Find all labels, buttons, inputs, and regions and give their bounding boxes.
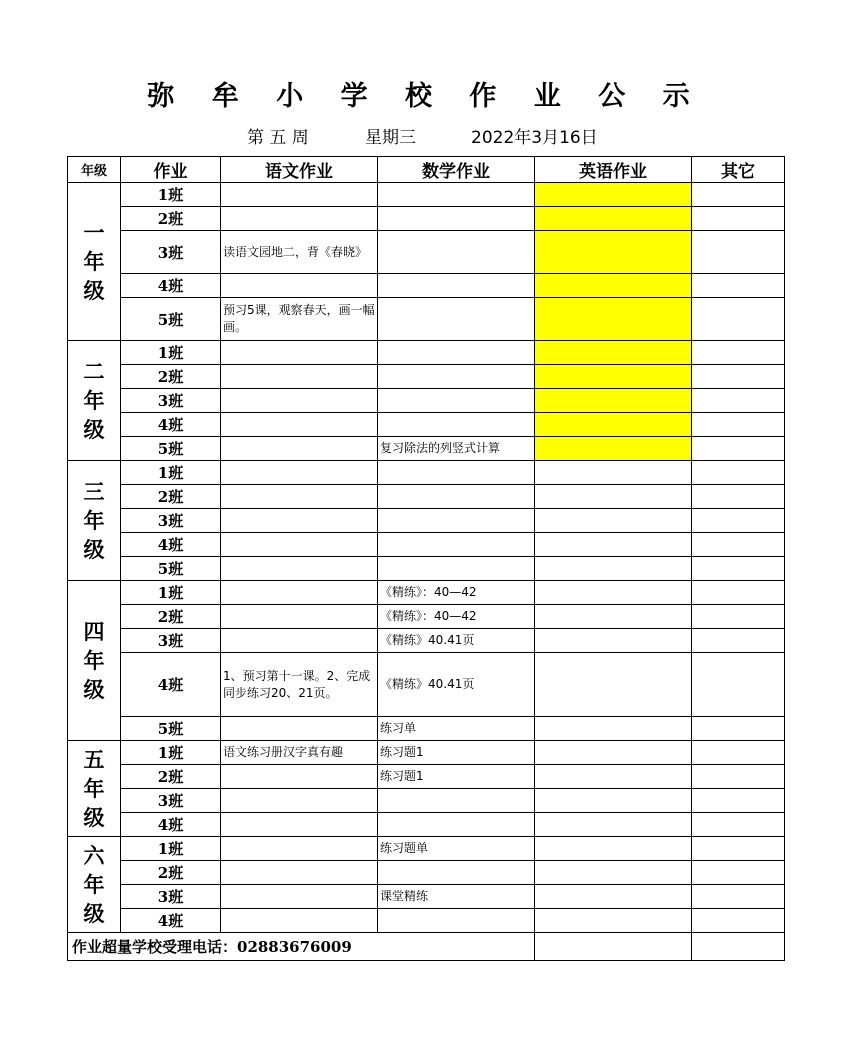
class-label: 4班 [121, 274, 221, 298]
table-row [68, 909, 785, 933]
english-homework-cell [535, 653, 692, 717]
class-label: 5班 [121, 298, 221, 341]
math-homework-cell [378, 485, 535, 509]
other-cell [692, 557, 785, 581]
class-label: 1班 [121, 581, 221, 605]
class-label: 3班 [121, 629, 221, 653]
grade-2-label: 二年级 [68, 341, 121, 461]
chinese-homework-cell: 预习5课，观察春天，画一幅画。 [221, 298, 378, 341]
english-homework-cell [535, 765, 692, 789]
math-homework-cell [378, 509, 535, 533]
english-homework-cell [535, 341, 692, 365]
table-row [68, 629, 785, 653]
table-row [68, 789, 785, 813]
english-homework-cell [535, 605, 692, 629]
class-label: 1班 [121, 341, 221, 365]
chinese-homework-cell [221, 837, 378, 861]
english-homework-cell [535, 461, 692, 485]
table-row [68, 298, 785, 341]
grade-3-label: 三年级 [68, 461, 121, 581]
math-homework-cell [378, 341, 535, 365]
other-cell [692, 813, 785, 837]
chinese-homework-cell [221, 365, 378, 389]
complaint-hotline: 作业超量学校受理电话：02883676009 [68, 933, 535, 961]
other-cell [692, 789, 785, 813]
table-row [68, 365, 785, 389]
english-homework-cell [535, 437, 692, 461]
other-cell [692, 741, 785, 765]
class-label: 2班 [121, 207, 221, 231]
chinese-homework-cell [221, 717, 378, 741]
english-homework-cell [535, 813, 692, 837]
header-other: 其它 [692, 157, 785, 183]
footer-other-cell [692, 933, 785, 961]
math-homework-cell [378, 789, 535, 813]
math-homework-cell: 练习题单 [378, 837, 535, 861]
chinese-homework-cell [221, 389, 378, 413]
chinese-homework-cell [221, 437, 378, 461]
chinese-homework-cell [221, 461, 378, 485]
chinese-homework-cell [221, 533, 378, 557]
footer-english-cell [535, 933, 692, 961]
table-row [68, 653, 785, 717]
english-homework-cell [535, 231, 692, 274]
table-row [68, 717, 785, 741]
other-cell [692, 341, 785, 365]
english-homework-cell [535, 789, 692, 813]
header-english: 英语作业 [535, 157, 692, 183]
other-cell [692, 605, 785, 629]
other-cell [692, 861, 785, 885]
english-homework-cell [535, 885, 692, 909]
english-homework-cell [535, 183, 692, 207]
table-row [68, 581, 785, 605]
table-row [68, 485, 785, 509]
other-cell [692, 437, 785, 461]
english-homework-cell [535, 413, 692, 437]
english-homework-cell [535, 629, 692, 653]
other-cell [692, 413, 785, 437]
math-homework-cell [378, 413, 535, 437]
chinese-homework-cell [221, 485, 378, 509]
class-label: 4班 [121, 413, 221, 437]
math-homework-cell [378, 298, 535, 341]
class-label: 3班 [121, 509, 221, 533]
table-row [68, 413, 785, 437]
math-homework-cell [378, 813, 535, 837]
table-row [68, 207, 785, 231]
class-label: 5班 [121, 437, 221, 461]
math-homework-cell: 练习题1 [378, 765, 535, 789]
math-homework-cell [378, 231, 535, 274]
table-row [68, 437, 785, 461]
class-label: 1班 [121, 837, 221, 861]
header-homework: 作业 [121, 157, 221, 183]
chinese-homework-cell [221, 557, 378, 581]
class-label: 2班 [121, 861, 221, 885]
table-row [68, 837, 785, 861]
grade-4-label: 四年级 [68, 581, 121, 741]
grade-1-label: 一年级 [68, 183, 121, 341]
math-homework-cell: 《精练》40.41页 [378, 653, 535, 717]
english-homework-cell [535, 557, 692, 581]
chinese-homework-cell [221, 183, 378, 207]
math-homework-cell [378, 183, 535, 207]
grade-6-label: 六年级 [68, 837, 121, 933]
chinese-homework-cell: 读语文园地二，背《春晓》 [221, 231, 378, 274]
math-homework-cell [378, 365, 535, 389]
table-row [68, 183, 785, 207]
chinese-homework-cell [221, 885, 378, 909]
other-cell [692, 885, 785, 909]
other-cell [692, 485, 785, 509]
chinese-homework-cell [221, 605, 378, 629]
english-homework-cell [535, 298, 692, 341]
chinese-homework-cell [221, 629, 378, 653]
math-homework-cell: 练习单 [378, 717, 535, 741]
chinese-homework-cell [221, 413, 378, 437]
class-label: 5班 [121, 557, 221, 581]
table-row [68, 341, 785, 365]
table-row [68, 274, 785, 298]
math-homework-cell: 《精练》：40—42 [378, 605, 535, 629]
math-homework-cell [378, 389, 535, 413]
chinese-homework-cell [221, 765, 378, 789]
chinese-homework-cell [221, 207, 378, 231]
header-chinese: 语文作业 [221, 157, 378, 183]
date-label: 2022年3月16日 [471, 128, 598, 148]
chinese-homework-cell: 语文练习册汉字真有趣 [221, 741, 378, 765]
math-homework-cell: 《精练》：40—42 [378, 581, 535, 605]
subtitle [0, 126, 851, 150]
table-row [68, 389, 785, 413]
english-homework-cell [535, 717, 692, 741]
class-label: 1班 [121, 183, 221, 207]
class-label: 2班 [121, 605, 221, 629]
grade-5-label: 五年级 [68, 741, 121, 837]
math-homework-cell [378, 533, 535, 557]
other-cell [692, 629, 785, 653]
english-homework-cell [535, 389, 692, 413]
table-row [68, 861, 785, 885]
english-homework-cell [535, 741, 692, 765]
other-cell [692, 461, 785, 485]
table-row [68, 765, 785, 789]
other-cell [692, 274, 785, 298]
header-math: 数学作业 [378, 157, 535, 183]
class-label: 4班 [121, 533, 221, 557]
english-homework-cell [535, 581, 692, 605]
class-label: 4班 [121, 653, 221, 717]
other-cell [692, 653, 785, 717]
class-label: 3班 [121, 789, 221, 813]
chinese-homework-cell [221, 813, 378, 837]
table-row [68, 509, 785, 533]
header-row [68, 157, 785, 183]
homework-table [67, 156, 785, 961]
english-homework-cell [535, 365, 692, 389]
other-cell [692, 509, 785, 533]
english-homework-cell [535, 509, 692, 533]
math-homework-cell [378, 207, 535, 231]
other-cell [692, 909, 785, 933]
other-cell [692, 533, 785, 557]
english-homework-cell [535, 533, 692, 557]
chinese-homework-cell [221, 341, 378, 365]
class-label: 5班 [121, 717, 221, 741]
chinese-homework-cell [221, 509, 378, 533]
chinese-homework-cell [221, 861, 378, 885]
english-homework-cell [535, 485, 692, 509]
other-cell [692, 837, 785, 861]
math-homework-cell: 练习题1 [378, 741, 535, 765]
class-label: 4班 [121, 909, 221, 933]
class-label: 1班 [121, 741, 221, 765]
other-cell [692, 765, 785, 789]
other-cell [692, 389, 785, 413]
class-label: 2班 [121, 765, 221, 789]
chinese-homework-cell [221, 274, 378, 298]
header-grade: 年级 [68, 157, 121, 183]
english-homework-cell [535, 274, 692, 298]
class-label: 2班 [121, 485, 221, 509]
math-homework-cell [378, 274, 535, 298]
english-homework-cell [535, 909, 692, 933]
other-cell [692, 207, 785, 231]
english-homework-cell [535, 861, 692, 885]
week-label: 第 五 周 [247, 128, 309, 148]
other-cell [692, 183, 785, 207]
other-cell [692, 365, 785, 389]
chinese-homework-cell: 1、预习第十一课。2、完成同步练习20、21页。 [221, 653, 378, 717]
table-row [68, 605, 785, 629]
chinese-homework-cell [221, 789, 378, 813]
class-label: 4班 [121, 813, 221, 837]
class-label: 3班 [121, 885, 221, 909]
math-homework-cell: 《精练》40.41页 [378, 629, 535, 653]
table-row [68, 533, 785, 557]
class-label: 2班 [121, 365, 221, 389]
math-homework-cell [378, 909, 535, 933]
other-cell [692, 231, 785, 274]
other-cell [692, 298, 785, 341]
other-cell [692, 581, 785, 605]
class-label: 3班 [121, 231, 221, 274]
math-homework-cell [378, 461, 535, 485]
other-cell [692, 717, 785, 741]
table-row [68, 557, 785, 581]
table-row [68, 231, 785, 274]
footer-row [68, 933, 785, 961]
english-homework-cell [535, 837, 692, 861]
chinese-homework-cell [221, 581, 378, 605]
class-label: 1班 [121, 461, 221, 485]
chinese-homework-cell [221, 909, 378, 933]
math-homework-cell: 课堂精练 [378, 885, 535, 909]
table-row [68, 885, 785, 909]
table-row [68, 813, 785, 837]
english-homework-cell [535, 207, 692, 231]
class-label: 3班 [121, 389, 221, 413]
weekday-label: 星期三 [365, 128, 416, 148]
math-homework-cell: 复习除法的列竖式计算 [378, 437, 535, 461]
table-row [68, 741, 785, 765]
math-homework-cell [378, 557, 535, 581]
page-title: 弥 牟 小 学 校 作 业 公 示 [147, 81, 704, 112]
table-row [68, 461, 785, 485]
math-homework-cell [378, 861, 535, 885]
